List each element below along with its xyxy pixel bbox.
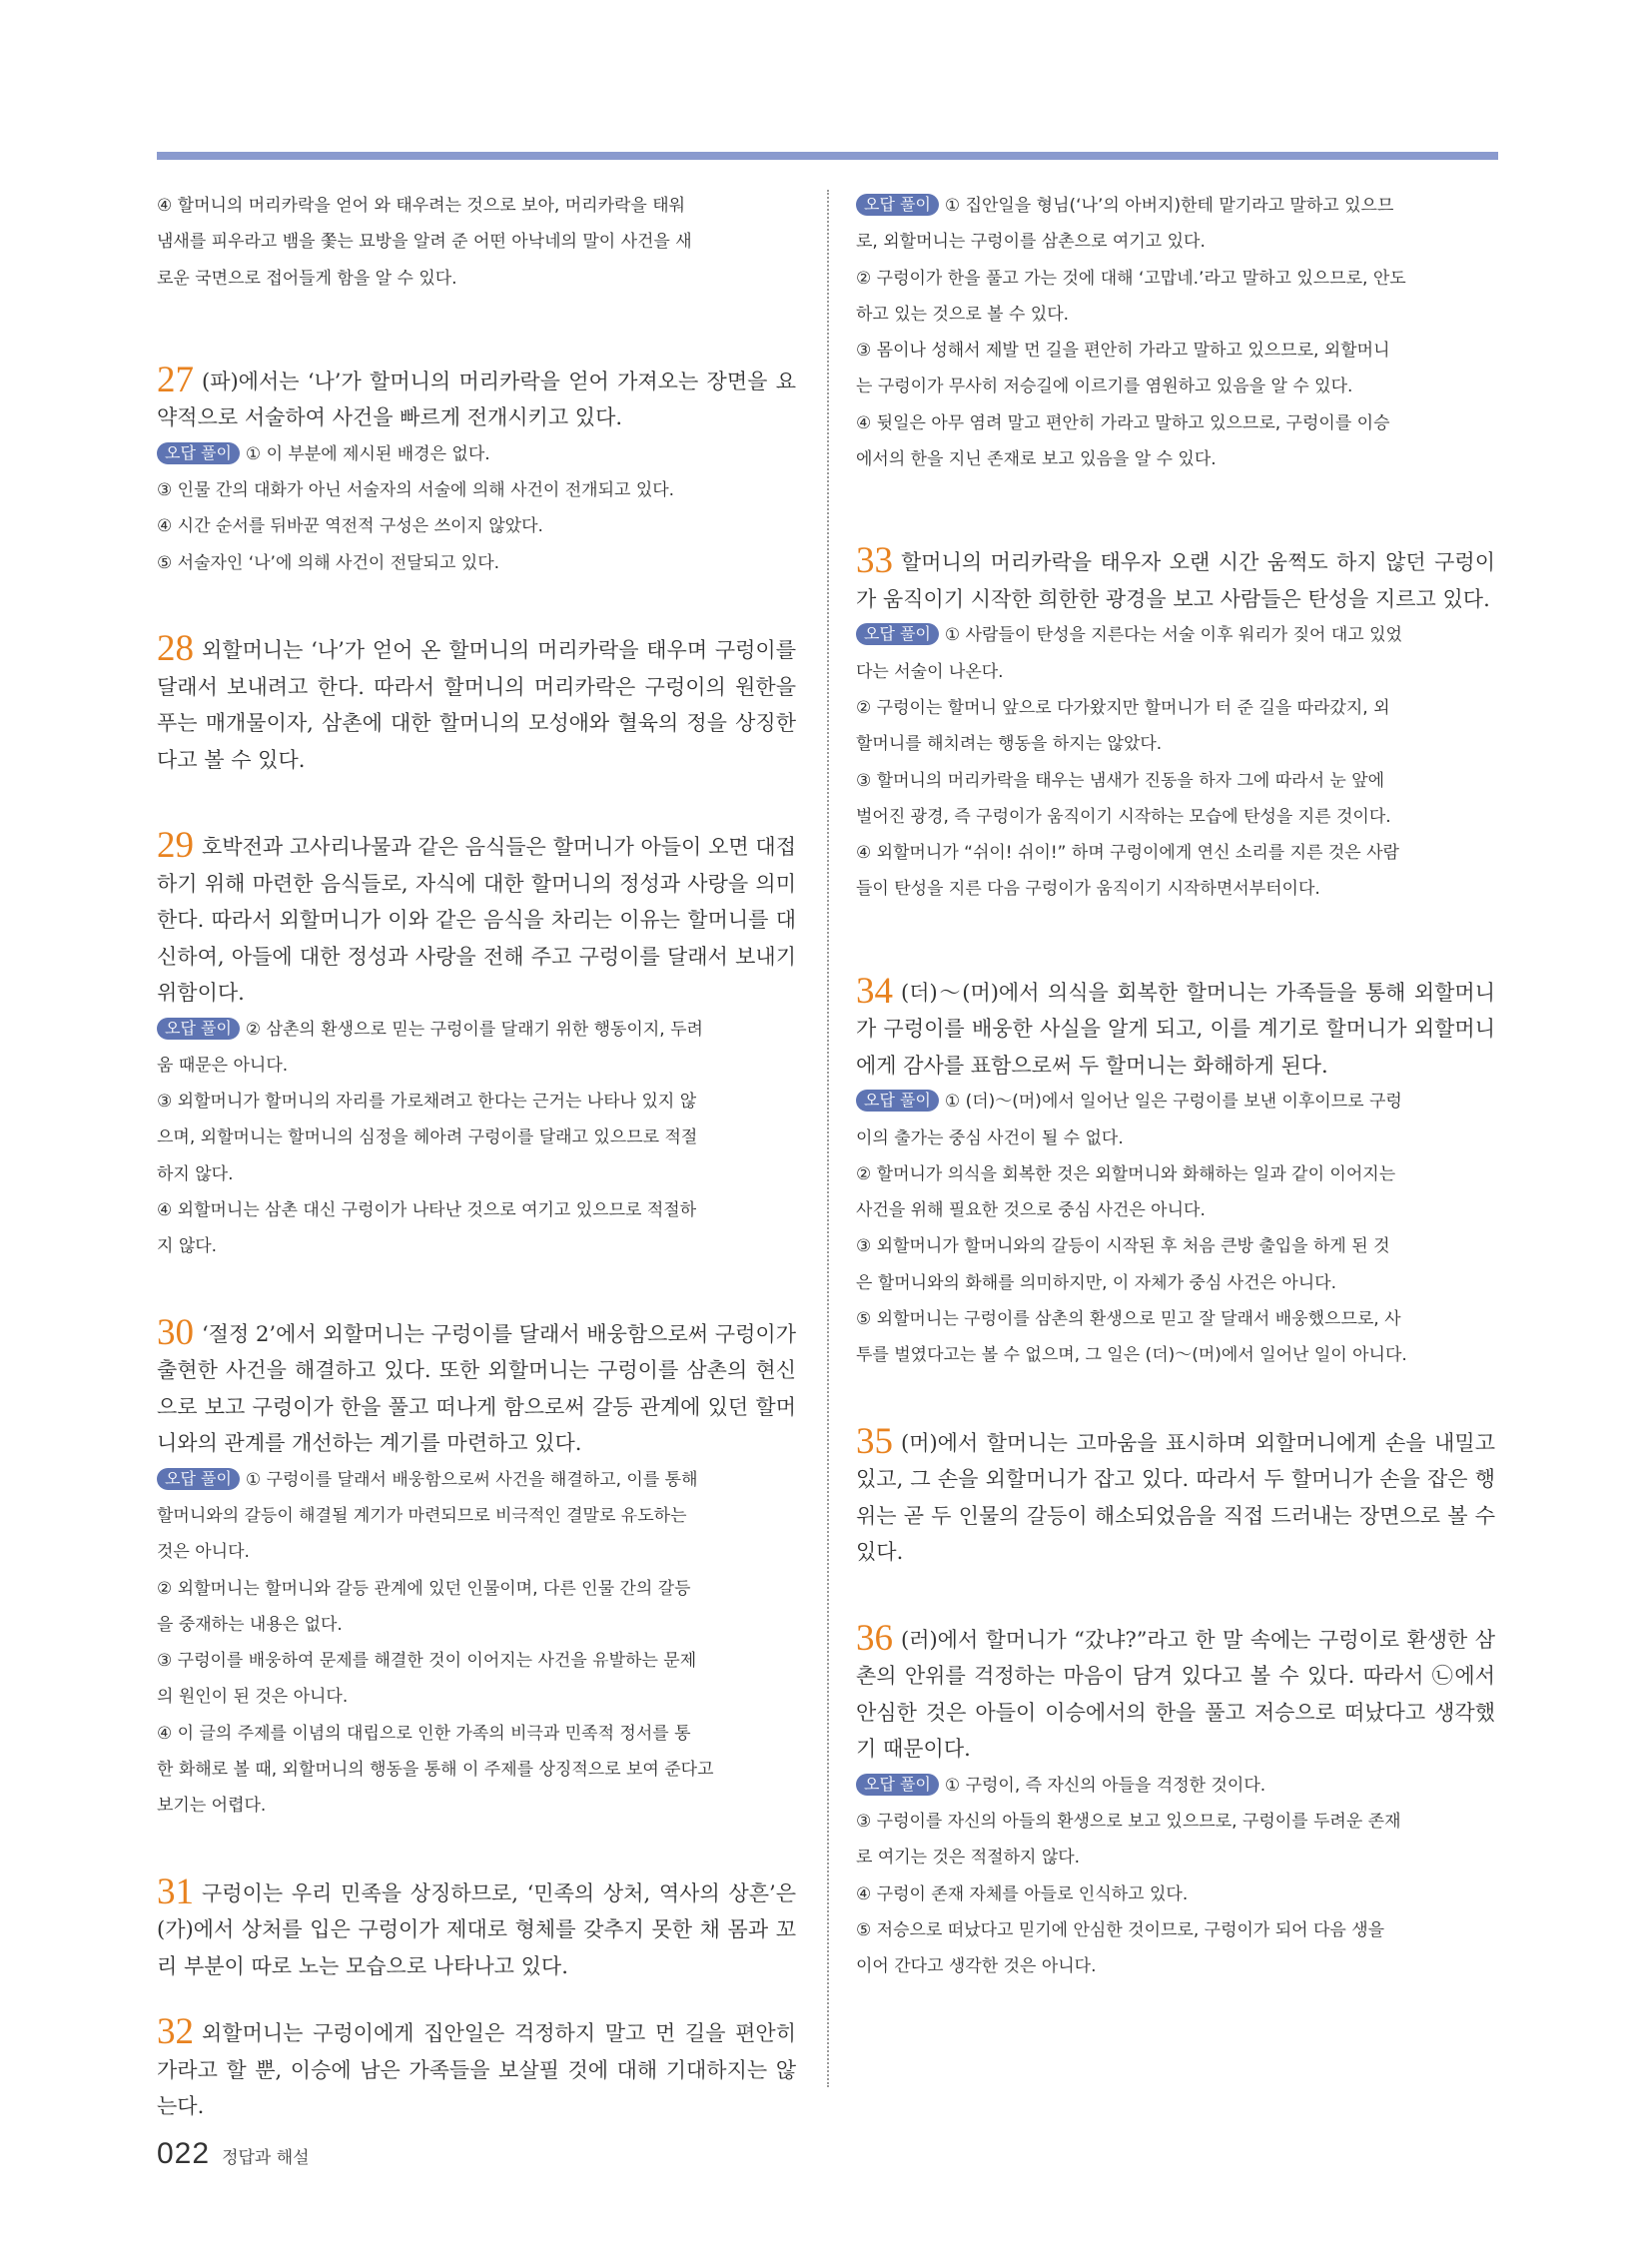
- question-27: [157, 359, 796, 581]
- question-number: 29: [157, 825, 194, 867]
- question-34: [856, 970, 1495, 1374]
- question-36: [856, 1617, 1495, 1985]
- question-explanation: ‘절정 2’에서 외할머니는 구렁이를 달래서 배웅함으로써 구렁이가 출현한 사건을 해결하고 있다. 또한 외할머니는 구렁이를 삼촌의 현신으로 보고 구렁이가 한을 풀고 떠나게 함으로써 갈등 관계에 있던 할머니와의 관계를 개선하는 계기를 마련하고 있다.: [157, 1321, 796, 1456]
- answer-line: 움 때문은 아니다.: [157, 1055, 289, 1076]
- answer-line: 할머니와의 갈등이 해결될 계기가 마련되므로 비극적인 결말로 유도하는: [157, 1505, 687, 1526]
- question-explanation: (더)～(머)에서 의식을 회복한 할머니는 가족들을 통해 외할머니가 구렁이를 배웅한 사실을 알게 되고, 이를 계기로 할머니가 외할머니에게 감사를 표함으로써 두 할머니는 화해하게 된다.: [856, 980, 1495, 1078]
- wrong-answer-badge: 오답 풀이: [157, 1018, 240, 1040]
- right-column: [856, 188, 1495, 1984]
- answer-line: 할머니를 해치려는 행동을 하지는 않았다.: [856, 734, 1163, 755]
- question-31: [157, 1870, 796, 1985]
- question-32-wrong-answers: [856, 188, 1495, 477]
- question-29: [157, 825, 796, 1265]
- question-text: [157, 825, 796, 1012]
- answer-line: ③ 구렁이를 자신의 아들의 환생으로 보고 있으므로, 구렁이를 두려운 존재: [856, 1811, 1401, 1832]
- answer-line: ③ 몸이나 성해서 제발 먼 길을 편안히 가라고 말하고 있으므로, 외할머니: [856, 341, 1390, 362]
- left-column: [157, 188, 796, 2125]
- answer-line: ④ 할머니의 머리카락을 얻어 와 태우려는 것으로 보아, 머리카락을 태워: [157, 196, 686, 216]
- answer-line: 의 원인이 된 것은 아니다.: [157, 1687, 349, 1708]
- answer-line: ④ 이 글의 주제를 이념의 대립으로 인한 가족의 비극과 민족적 정서를 통: [157, 1723, 691, 1744]
- answer-line: 하지 않다.: [157, 1163, 234, 1184]
- question-text: [157, 1870, 796, 1985]
- answer-line: 에서의 한을 지닌 존재로 보고 있음을 알 수 있다.: [856, 449, 1217, 470]
- wrong-answer-badge: 오답 풀이: [856, 1774, 939, 1796]
- answer-line: 벌어진 광경, 즉 구렁이가 움직이기 시작하는 모습에 탄성을 지른 것이다.: [856, 806, 1391, 827]
- answer-line: ② 구렁이는 할머니 앞으로 다가왔지만 할머니가 터 준 길을 따라갔지, 외: [856, 697, 1390, 718]
- answer-line: ③ 외할머니가 할머니의 자리를 가로채려고 한다는 근거는 나타나 있지 않: [157, 1092, 697, 1113]
- question-32: [157, 2011, 796, 2125]
- answer-line: ② 구렁이가 한을 풀고 가는 것에 대해 ‘고맙네.’라고 말하고 있으므로, 안도: [856, 268, 1406, 289]
- question-text: [157, 628, 796, 778]
- question-text: [856, 540, 1495, 617]
- question-28: [157, 628, 796, 778]
- column-divider: [827, 190, 829, 2087]
- question-number: 35: [856, 1420, 893, 1462]
- answer-line: ④ 뒷일은 아무 염려 말고 편안히 가라고 말하고 있으므로, 구렁이를 이승: [856, 412, 1390, 433]
- question-explanation: 할머니의 머리카락을 태우자 오랜 시간 움쩍도 하지 않던 구렁이가 움직이기 시작한 희한한 광경을 보고 사람들은 탄성을 지르고 있다.: [856, 550, 1495, 611]
- question-number: 33: [856, 540, 893, 582]
- answer-line: 보기는 어렵다.: [157, 1796, 267, 1817]
- answer-line: 로운 국면으로 접어들게 함을 알 수 있다.: [157, 268, 457, 289]
- answer-line: ⑤ 외할머니는 구렁이를 삼촌의 환생으로 믿고 잘 달래서 배웅했으므로, 사: [856, 1309, 1401, 1330]
- answer-line: 투를 벌였다고는 볼 수 없으며, 그 일은 (더)～(머)에서 일어난 일이 아니다.: [856, 1345, 1407, 1366]
- footer-label: 정답과 해설: [222, 2148, 310, 2168]
- question-explanation: (파)에서는 ‘나’가 할머니의 머리카락을 얻어 가져오는 장면을 요약적으로 서술하여 사건을 빠르게 전개시키고 있다.: [157, 369, 796, 430]
- question-explanation: 외할머니는 구렁이에게 집안일은 걱정하지 말고 먼 길을 편안히 가라고 할 뿐, 이승에 남은 가족들을 보살필 것에 대해 기대하지는 않는다.: [157, 2021, 796, 2119]
- wrong-answer-first: 오답 풀이 ① 집안일을 형님(‘나’의 아버지)한테 맡기라고 말하고 있으므: [856, 188, 1495, 224]
- answer-line: ② 외할머니는 할머니와 갈등 관계에 있던 인물이며, 다른 인물 간의 갈등: [157, 1578, 691, 1599]
- wrong-answer-badge: 오답 풀이: [856, 194, 939, 216]
- answer-line: ③ 인물 간의 대화가 아닌 서술자의 서술에 의해 사건이 전개되고 있다.: [157, 480, 675, 501]
- question-explanation: 외할머니는 ‘나’가 얻어 온 할머니의 머리카락을 태우며 구렁이를 달래서 보내려고 한다. 따라서 할머니의 머리카락은 구렁이의 원한을 푸는 매개물이자, 삼촌에 대한 할머니의 모성애와 혈육의 정을 상징한다고 볼 수 있다.: [157, 638, 796, 772]
- answer-line: ② 할머니가 의식을 회복한 것은 외할머니와 화해하는 일과 같이 이어지는: [856, 1163, 1396, 1184]
- answer-line: 것은 아니다.: [157, 1542, 250, 1563]
- answer-line: ④ 구렁이 존재 자체를 아들로 인식하고 있다.: [856, 1883, 1189, 1904]
- answer-line: 이어 간다고 생각한 것은 아니다.: [856, 1956, 1097, 1977]
- question-number: 27: [157, 359, 194, 400]
- question-35: [856, 1420, 1495, 1571]
- answer-line: ③ 외할머니가 할머니와의 갈등이 시작된 후 처음 큰방 출입을 하게 된 것: [856, 1236, 1390, 1257]
- question-number: 34: [856, 970, 893, 1012]
- answer-line: ④ 시간 순서를 뒤바꾼 역전적 구성은 쓰이지 않았다.: [157, 516, 543, 537]
- intro-answer: [157, 188, 796, 297]
- wrong-answer-first: 오답 풀이 ② 삼촌의 환생으로 믿는 구렁이를 달래기 위한 행동이지, 두려: [157, 1012, 796, 1048]
- question-explanation: 구렁이는 우리 민족을 상징하므로, ‘민족의 상처, 역사의 상흔’은 (가)에서 상처를 입은 구렁이가 제대로 형체를 갖추지 못한 채 몸과 꼬리 부분이 따로 노는 모습으로 나타나고 있다.: [157, 1880, 796, 1978]
- answer-line: 냄새를 피우라고 뱀을 쫓는 묘방을 알려 준 어떤 아낙네의 말이 사건을 새: [157, 232, 692, 253]
- answer-line: ③ 구렁이를 배웅하여 문제를 해결한 것이 이어지는 사건을 유발하는 문제: [157, 1651, 697, 1672]
- answer-line: ⑤ 저승으로 떠났다고 믿기에 안심한 것이므로, 구렁이가 되어 다음 생을: [856, 1919, 1385, 1940]
- question-explanation: 호박전과 고사리나물과 같은 음식들은 할머니가 아들이 오면 대접하기 위해 마련한 음식들로, 자식에 대한 할머니의 정성과 사랑을 의미한다. 따라서 외할머니가 이와 같은 음식을 차리는 이유는 할머니를 대신하여, 아들에 대한 정성과 사랑을 전해 주고 구렁이를 달래서 보내기 위함이다.: [157, 835, 796, 1006]
- answer-line: 을 중재하는 내용은 없다.: [157, 1614, 343, 1635]
- question-explanation: (머)에서 할머니는 고마움을 표시하며 외할머니에게 손을 내밀고 있고, 그 손을 외할머니가 잡고 있다. 따라서 두 할머니가 손을 잡은 행위는 곧 두 인물의 갈등이 해소되었음을 직접 드러내는 장면으로 볼 수 있다.: [856, 1430, 1495, 1565]
- question-text: [157, 2011, 796, 2125]
- wrong-answer-first: 오답 풀이 ① 구렁이, 즉 자신의 아들을 걱정한 것이다.: [856, 1768, 1495, 1804]
- question-text: [157, 1311, 796, 1462]
- page-footer: [157, 2137, 310, 2171]
- header-bar: [157, 152, 1498, 160]
- wrong-answer-badge: 오답 풀이: [157, 442, 240, 464]
- answer-line: 한 화해로 볼 때, 외할머니의 행동을 통해 이 주제를 상징적으로 보여 준다고: [157, 1760, 714, 1781]
- answer-line: 로 여기는 것은 적절하지 않다.: [856, 1848, 1081, 1868]
- wrong-answer-first: 오답 풀이 ① (더)～(머)에서 일어난 일은 구렁이를 보낸 이후이므로 구렁: [856, 1084, 1495, 1120]
- answer-line: 하고 있는 것으로 볼 수 있다.: [856, 304, 1070, 325]
- answer-line: ⑤ 서술자인 ‘나’에 의해 사건이 전달되고 있다.: [157, 552, 500, 573]
- wrong-answer-badge: 오답 풀이: [157, 1468, 240, 1490]
- wrong-answer-first: 오답 풀이 ① 구렁이를 달래서 배웅함으로써 사건을 해결하고, 이를 통해: [157, 1462, 796, 1498]
- wrong-answer-first: 오답 풀이 ① 이 부분에 제시된 배경은 없다.: [157, 436, 796, 472]
- page-number: 022: [157, 2137, 211, 2170]
- question-text: [856, 1617, 1495, 1768]
- answer-line: ④ 외할머니가 “쉬이! 쉬이!” 하며 구렁이에게 연신 소리를 지른 것은 사람: [856, 843, 1399, 864]
- wrong-answer-badge: 오답 풀이: [856, 623, 939, 645]
- question-33: [856, 540, 1495, 907]
- answer-line: 는 구렁이가 무사히 저승길에 이르기를 염원하고 있음을 알 수 있다.: [856, 376, 1353, 397]
- answer-line: 으며, 외할머니는 할머니의 심정을 헤아려 구렁이를 달래고 있으므로 적절: [157, 1127, 698, 1148]
- question-number: 36: [856, 1617, 893, 1659]
- answer-line: ③ 할머니의 머리카락을 태우는 냄새가 진동을 하자 그에 따라서 눈 앞에: [856, 770, 1385, 791]
- question-text: [157, 359, 796, 436]
- answer-line: ④ 외할머니는 삼촌 대신 구렁이가 나타난 것으로 여기고 있으므로 적절하: [157, 1200, 697, 1221]
- question-number: 31: [157, 1870, 194, 1912]
- question-number: 28: [157, 628, 194, 670]
- answer-line: 다는 서술이 나온다.: [856, 661, 1004, 682]
- answer-line: 지 않다.: [157, 1236, 218, 1257]
- answer-line: 이의 출가는 중심 사건이 될 수 없다.: [856, 1127, 1124, 1148]
- answer-line: 들이 탄성을 지른 다음 구렁이가 움직이기 시작하면서부터이다.: [856, 879, 1320, 900]
- wrong-answer-badge: 오답 풀이: [856, 1090, 939, 1112]
- wrong-answer-first: 오답 풀이 ① 사람들이 탄성을 지른다는 서술 이후 워리가 짖어 대고 있었: [856, 617, 1495, 653]
- question-30: [157, 1311, 796, 1825]
- answer-line: 로, 외할머니는 구렁이를 삼촌으로 여기고 있다.: [856, 232, 1206, 253]
- answer-line: 사건을 위해 필요한 것으로 중심 사건은 아니다.: [856, 1200, 1206, 1221]
- question-text: [856, 970, 1495, 1085]
- question-number: 30: [157, 1311, 194, 1353]
- question-explanation: (러)에서 할머니가 “갔냐?”라고 한 말 속에는 구렁이로 환생한 삼촌의 안위를 걱정하는 마음이 담겨 있다고 볼 수 있다. 따라서 ㉡에서 안심한 것은 아들이 이승에서의 한을 풀고 저승으로 떠났다고 생각했기 때문이다.: [856, 1627, 1495, 1762]
- question-number: 32: [157, 2011, 194, 2053]
- answer-line: 은 할머니와의 화해를 의미하지만, 이 자체가 중심 사건은 아니다.: [856, 1272, 1337, 1293]
- question-text: [856, 1420, 1495, 1571]
